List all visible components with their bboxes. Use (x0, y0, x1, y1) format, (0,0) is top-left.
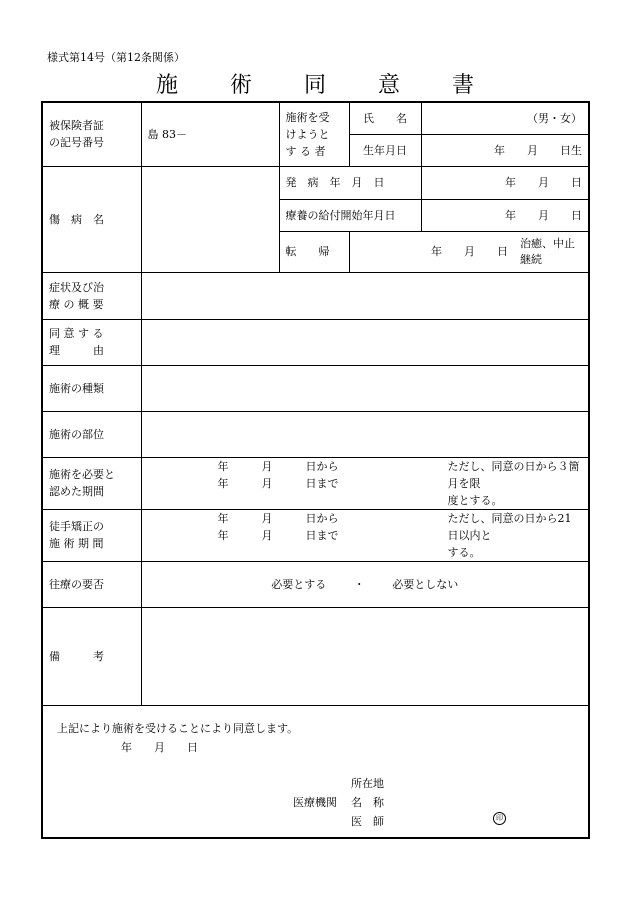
remarks-field[interactable] (141, 607, 589, 705)
remarks-label: 備 考 (42, 607, 141, 705)
label-line: 被保険者証 (49, 119, 104, 133)
required-period-label (42, 457, 141, 509)
consent-form-table (41, 101, 590, 839)
label-line: 理 由 (49, 344, 104, 357)
insured-id-field[interactable]: 島 83－ (141, 102, 279, 166)
institution-block (293, 774, 384, 831)
period-note: する。 (447, 545, 481, 559)
consent-date[interactable]: 年 月 日 (121, 740, 198, 754)
house-call-yes-option[interactable]: 必要とする (271, 577, 327, 591)
onset-date-field[interactable]: 年 月 日 (421, 166, 589, 199)
consent-statement: 上記により施術を受けることにより同意します。 (57, 721, 299, 735)
treatment-type-label: 施術の種類 (42, 365, 141, 411)
outcome-option-line: 継続 (520, 252, 542, 266)
form-reference: 様式第14号（第12条関係） (47, 51, 185, 64)
label-line: 症状及び治 (49, 280, 104, 294)
label-line: 徒手矯正の (49, 520, 104, 533)
required-period-field[interactable] (141, 457, 589, 509)
symptoms-field[interactable] (141, 272, 589, 319)
institution-label: 医療機関 (293, 795, 337, 809)
label-line: けようと (285, 127, 330, 141)
house-call-no-option[interactable]: 必要としない (392, 577, 459, 591)
title-char: 書 (452, 73, 475, 98)
period-to[interactable]: 年 月 日まで (217, 476, 339, 490)
onset-date-label: 発 病 年 月 日 (279, 166, 421, 199)
label-line: の記号番号 (49, 136, 104, 150)
document-title (0, 68, 630, 99)
insured-id-label (42, 102, 141, 166)
injury-field[interactable] (141, 166, 279, 272)
reason-field[interactable] (141, 319, 589, 365)
outcome-date[interactable]: 年 月 日 (431, 245, 508, 258)
recipient-label (279, 102, 349, 166)
name-label: 氏 名 (349, 102, 421, 134)
dob-label: 生年月日 (349, 134, 421, 166)
seal-mark: 印 (493, 812, 506, 825)
label-line: す る 者 (285, 144, 326, 158)
period-from[interactable]: 年 月 日から (217, 459, 339, 473)
label-line: 施 術 期 間 (49, 537, 104, 550)
period-from[interactable]: 年 月 日から (217, 511, 339, 525)
outcome-label: 転 帰 (279, 231, 349, 272)
dob-field[interactable]: 年 月 日生 (421, 134, 589, 166)
treatment-site-label: 施術の部位 (42, 411, 141, 457)
option-separator: ・ (353, 577, 365, 591)
house-call-label: 往療の要否 (42, 561, 141, 607)
symptoms-label (42, 272, 141, 319)
manual-period-field[interactable] (141, 509, 589, 561)
outcome-field[interactable] (349, 231, 589, 272)
period-note: ただし、同意の日から21日以内と (447, 511, 572, 542)
outcome-options[interactable] (520, 236, 588, 268)
title-char: 意 (378, 73, 401, 98)
gender-options[interactable]: （男・女） (527, 111, 582, 125)
label-line: 認めた期間 (49, 485, 104, 498)
period-note: ただし、同意の日から３箇月を限 (447, 459, 580, 490)
location-label: 所在地 (351, 776, 384, 790)
manual-period-label (42, 509, 141, 561)
period-note: 度とする。 (447, 493, 503, 507)
institution-name-label: 名 称 (351, 795, 384, 809)
reason-label (42, 319, 141, 365)
period-to[interactable]: 年 月 日まで (217, 528, 339, 542)
treatment-type-field[interactable] (141, 365, 589, 411)
title-char: 術 (229, 73, 252, 98)
title-char: 施 (155, 73, 178, 98)
label-line: 施術を必要と (49, 468, 115, 481)
doctor-label: 医 師 (351, 814, 384, 828)
name-field[interactable] (421, 102, 589, 134)
label-line: 同 意 す る (49, 327, 104, 340)
outcome-option-line: 治癒、中止 (520, 236, 575, 250)
benefit-start-field[interactable]: 年 月 日 (421, 199, 589, 231)
house-call-field (141, 561, 589, 607)
label-line: 療 の 概 要 (49, 297, 104, 311)
injury-label: 傷 病 名 (42, 166, 141, 272)
benefit-start-label: 療養の給付開始年月日 (279, 199, 421, 231)
title-char: 同 (303, 73, 326, 98)
declaration-section (42, 705, 589, 838)
treatment-site-field[interactable] (141, 411, 589, 457)
label-line: 施術を受 (285, 110, 330, 124)
